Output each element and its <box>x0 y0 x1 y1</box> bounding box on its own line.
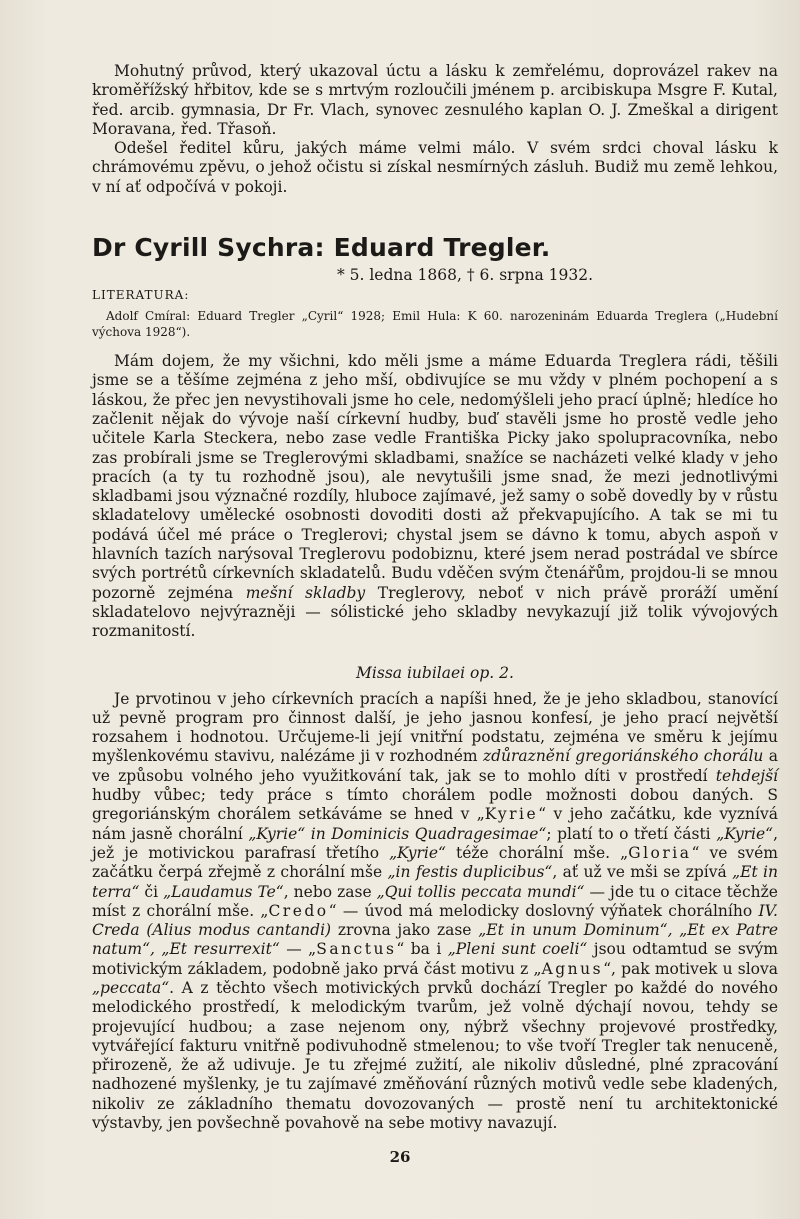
emphasis: „Kyrie“ in Dominicis Quadragesimae“ <box>248 824 547 843</box>
intro-paragraph-2: Odešel ředitel kůru, jakých máme velmi málo. V svém srdci choval lásku k chrámovému zpěvu, o jehož očistu si získal nesmírných zásluh. Budiž mu země lehkou, v ní ať odpočívá v pokoji. <box>92 139 778 196</box>
literature-heading: LITERATURA: <box>92 288 190 303</box>
life-dates: * 5. ledna 1868, † 6. srpna 1932. <box>336 266 594 285</box>
text-run: . A z těchto všech motivických prvků dochází Tregler po každé do nového melodického prostředí, k melodickým tvarům, jež volně dýchají novou, tehdy se projevující hudbou; a zase nejenom ony, nýbrž všechny projevové prostředky, vytvářející fakturu vnitřně podivuhodně stmelenou; to vše tvoří Tregler tak nenuceně, přirozeně, že až udivuje. Je tu zřejmé zužití, ale nikoliv důsledné, plné zpracování nadhozené myšlenky, je tu zajímavé změňování různých motivů vedle sebe kladených, nikoliv ze základního thematu dovozovaných — prostě není tu architektonické výstavby, jen povšechně povahově na sebe motivy navazují. <box>92 978 778 1133</box>
emphasis: „Et in terra“ <box>92 863 778 901</box>
text-run: hudby vůbec; tedy práce s tímto chorálem podle možnosti dobou daných. S gregoriánským chorálem setkáváme se hned v „ <box>92 786 778 824</box>
text-run: či <box>139 882 164 901</box>
text-run: Mám dojem, že my všichni, kdo měli jsme a máme Eduarda Treglera rádi, těšili jsme se a těšíme zejména z jeho mší, obdivujíce se mu vždy v plném pochopení a s láskou, že přec jen nevystihovali jsme ho cele, nedomýšleli jeho prací úplně; hledíce ho začlenit nějak do vývoje naší církevní hudby, buď stavěli jsme ho prostě vedle jeho učitele Karla Steckera, nebo zase vedle Františka Picky jako spolupracovníka, nebo zas probírali jsme se Treglerovými skladbami, snažíce se nacházeti velké klady v jeho pracích (a ty tu rozhodně jsou), ale nevytušili jsme snad, že mezi jednotlivými skladbami jsou význačné rozdíly, hluboce zajímavé, jež samy o sobě dovedly by v růstu skladatelovy umělecké osobnosti dovoditi dosti až překvapujícího. A tak se mi tu podává účel mé práce o Treglerovi; chystal jsem se dávno k tomu, abych aspoň v hlavních tazích narýsoval Treglerovu podobiznu, které jsem nerad postrádal ve sbírce svých portrétů církevních skladatelů. Budu vděčen svým čtenářům, projdou-li se mnou pozorně zejména <box>92 352 778 602</box>
spaced-term: Agnus <box>541 959 604 978</box>
text-run: Je prvotinou v jeho církevních pracích a napíši hned, že je jeho skladbou, stanovící už pevně program pro činnost další, je jeho jasnou konfesí, je jeho prací největší rozsahem i hodnotou. Určujeme-li její vnitřní podstatu, zejména ve směru k jejímu myšlenkovému stavivu, nalézáme ji v rozhodném <box>92 689 778 766</box>
text-run: “, pak motivek u slova <box>603 959 778 978</box>
spaced-term: Gloria <box>628 843 692 862</box>
article-paragraph-1 <box>92 352 778 641</box>
intro-paragraph-1: Mohutný průvod, který ukazoval úctu a lásku k zemřelému, doprovázel rakev na kroměřížský hřbitov, kde se s mrtvým rozloučili jménem p. arcibiskupa Msgre F. Kutal, řed. arcib. gymnasia, Dr Fr. Vlach, synovec zesnulého kaplan O. J. Zmeškal a dirigent Moravana, řed. Třasoň. <box>92 62 778 138</box>
article-paragraph-2 <box>92 690 778 1134</box>
text-run: jsou odtamtud se svým motivickým základem, podobně jako prvá část motivu z „ <box>92 940 779 978</box>
text-run: “ — úvod má melodicky doslovný výňatek chorálního <box>328 901 759 920</box>
text-run: , jež je motivickou parafrasí třetího <box>92 824 778 862</box>
text-run: — jde tu o citace těchže míst z chorální mše. „ <box>92 882 778 920</box>
literature-text: Adolf Cmíral: Eduard Tregler „Cyril“ 1928; Emil Hula: K 60. narozeninám Eduarda Treglera („Hudební výchova 1928“). <box>92 309 778 340</box>
section-subheading: Missa iubilaei op. 2. <box>356 663 514 682</box>
emphasis: „Kyrie“ <box>716 824 774 843</box>
text-run: “ v jeho začátku, kde vyznívá nám jasně chorální <box>92 805 778 843</box>
text-run: Treglerovy, neboť v nich právě proráží umění skladatelovo nejvýrazněji — sólistické jeho skladby nevykazují již tolik vývojových rozmanitostí. <box>92 583 778 641</box>
emphasis: „Qui tollis peccata mundi“ <box>376 882 585 901</box>
text-run: , nebo zase <box>283 882 377 901</box>
text-run: “ ba i <box>396 940 448 959</box>
emphasis: „in festis duplicibus“ <box>387 863 553 882</box>
article-title: Dr Cyrill Sychra: Eduard Tregler. <box>92 233 551 263</box>
text-run: téže chorální mše. „ <box>445 843 629 862</box>
page-number: 26 <box>389 1148 411 1166</box>
text-run: “ ve svém začátku čerpá zřejmě z chorální mše <box>92 843 778 882</box>
text-column <box>92 62 778 1133</box>
text-run: ; platí to o třetí části <box>546 824 717 843</box>
emphasis: „Pleni sunt coeli“ <box>447 940 588 959</box>
emphasis: mešní skladby <box>245 583 366 602</box>
emphasis: „peccata“ <box>92 978 170 997</box>
emphasis: tehdejší <box>715 766 778 785</box>
emphasis: „Kyrie“ <box>389 843 446 862</box>
spaced-term: Kyrie <box>484 805 539 824</box>
emphasis: „Et in unum Dominum“, „Et ex Patre natum“, „Et resurrexit“ <box>92 921 778 959</box>
emphasis: „Laudamus Te“ <box>163 882 284 901</box>
emphasis: IV. Creda (Alius modus cantandi) <box>92 901 778 940</box>
text-run: zrovna jako zase <box>331 921 479 940</box>
spaced-term: Credo <box>268 901 329 920</box>
emphasis: zdůraznění gregoriánského chorálu <box>482 747 764 766</box>
text-run: — „ <box>279 940 317 959</box>
spaced-term: Sanctus <box>316 940 397 959</box>
text-run: a ve způsobu volného jeho využitkování tak, jak se to mohlo díti v prostředí <box>92 747 779 785</box>
text-run: , ať už ve mši se zpívá <box>552 863 733 882</box>
